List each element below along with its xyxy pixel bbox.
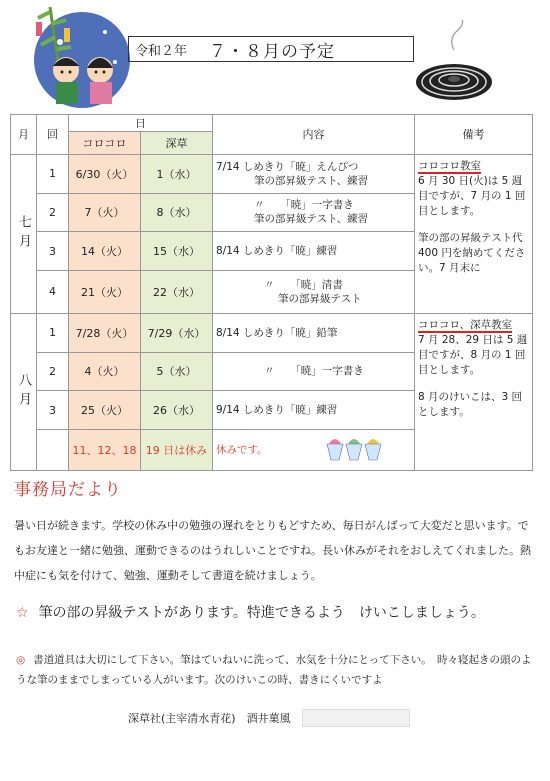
kai-cell-empty <box>37 430 69 471</box>
header-fukakusa: 深草 <box>141 132 213 154</box>
bullet-icon: ◎ <box>16 654 26 666</box>
kai-cell: 3 <box>37 232 69 271</box>
content-cell <box>213 193 415 232</box>
kai-cell: 2 <box>37 193 69 232</box>
content-line: 筆の部昇級テスト、練習 <box>254 174 369 187</box>
schedule-table <box>10 114 533 471</box>
star-icon: ☆ <box>16 605 29 621</box>
content-line: 〃 「暁」一字書き <box>254 199 354 212</box>
shaved-ice-icon <box>325 434 387 466</box>
fukakusa-date: 5（水） <box>141 352 213 391</box>
news-paragraph: 暑い日が続きます。学校の休み中の勉強の遅れをとりもどすため、毎日がんばって大変だと思います。でもお友達と一緒に勉強、運動できるのはうれしいことですね。長い休みがそれをおしえてくれました。熱中症にも気を付けて、勉強、運動そして書道を続けましょう。 <box>14 519 531 582</box>
fukakusa-holiday: 19 日は休み <box>141 430 213 471</box>
holiday-content <box>213 430 415 471</box>
july-note-title: コロコロ教室 <box>418 159 481 172</box>
kai-cell: 2 <box>37 352 69 391</box>
august-note-body2: 8 月のけいこは、3 回とします。 <box>418 390 523 418</box>
header-month: 月 <box>11 115 37 155</box>
korokoro-date: 21（火） <box>69 271 141 314</box>
korokoro-holiday: 11、12、18 <box>69 430 141 471</box>
kai-cell: 1 <box>37 313 69 352</box>
july-note-body2: 筆の部の昇級テスト代 400 円を納めてください。7 月末に <box>418 231 526 274</box>
july-note <box>415 154 533 313</box>
title-box <box>128 36 414 62</box>
content-line: 7/14 しめきり「暁」えんぴつ <box>216 160 359 173</box>
page-title: ７・８月の予定 <box>209 41 336 62</box>
fukakusa-date: 7/29（水） <box>141 313 213 352</box>
korokoro-date: 4（火） <box>69 352 141 391</box>
fukakusa-date: 22（水） <box>141 271 213 314</box>
august-note <box>415 313 533 470</box>
month-july: 七月 <box>11 154 37 313</box>
table-row <box>11 154 533 193</box>
kai-cell: 3 <box>37 391 69 430</box>
fukakusa-date: 15（水） <box>141 232 213 271</box>
signature: 深草社(主宰清水青花) 酒井菓風 <box>128 712 291 725</box>
content-cell <box>213 154 415 193</box>
exam-text: 筆の部の昇級テストがあります。特進できるよう けいこしましょう。 <box>38 605 485 621</box>
header-content: 内容 <box>213 115 415 155</box>
content-cell <box>213 352 415 391</box>
month-august: 八月 <box>11 313 37 470</box>
content-line: 〃 「暁」一字書き <box>264 365 364 378</box>
tools-notice <box>16 650 536 690</box>
korokoro-date: 7/28（火） <box>69 313 141 352</box>
table-row <box>11 313 533 352</box>
fukakusa-date: 1（水） <box>141 154 213 193</box>
kai-cell: 4 <box>37 271 69 314</box>
content-line: 8/14 しめきり「暁」練習 <box>216 245 338 258</box>
content-line: 〃 「暁」清書 <box>264 278 343 291</box>
content-cell <box>213 232 415 271</box>
content-cell <box>213 271 415 314</box>
august-note-body: 7 月 28、29 日は 5 週目ですが、8 月の 1 回目とします。 <box>418 333 528 376</box>
korokoro-date: 14（火） <box>69 232 141 271</box>
header-kai: 回 <box>37 115 69 155</box>
redacted-area <box>302 709 410 727</box>
holiday-text: 休みです。 <box>216 444 268 457</box>
korokoro-date: 25（火） <box>69 391 141 430</box>
fukakusa-date: 26（水） <box>141 391 213 430</box>
header-note: 備考 <box>415 115 533 155</box>
era-label: 令和２年 <box>135 43 188 59</box>
content-line: 8/14 しめきり「暁」鉛筆 <box>216 326 338 339</box>
mosquito-coil-icon <box>408 20 498 108</box>
kai-cell: 1 <box>37 154 69 193</box>
fukakusa-date: 8（水） <box>141 193 213 232</box>
content-line: 筆の部昇級テスト、練習 <box>254 213 369 226</box>
korokoro-date: 7（火） <box>69 193 141 232</box>
content-cell <box>213 313 415 352</box>
korokoro-date: 6/30（火） <box>69 154 141 193</box>
content-cell <box>213 391 415 430</box>
tools-text: 書道道具は大切にして下さい。筆はていねいに洗って、水気を十分にとって下さい。 時々寝起きの頭のような筆のままでしまっている人がいます。次のけいこの時、書きにくいですよ <box>16 654 532 686</box>
header-day: 日 <box>69 115 213 132</box>
header-korokoro: コロコロ <box>69 132 141 154</box>
july-note-body: 6 月 30 日(火)は 5 週目ですが、7 月の 1 回目とします。 <box>418 174 526 217</box>
news-title: 事務局だより <box>14 480 122 500</box>
content-line: 9/14 しめきり「暁」練習 <box>216 404 338 417</box>
content-line: 筆の部昇級テスト <box>278 292 362 305</box>
august-note-title: コロコロ、深草教室 <box>418 318 513 331</box>
exam-notice <box>16 602 485 622</box>
tanabata-illustration <box>20 2 132 110</box>
